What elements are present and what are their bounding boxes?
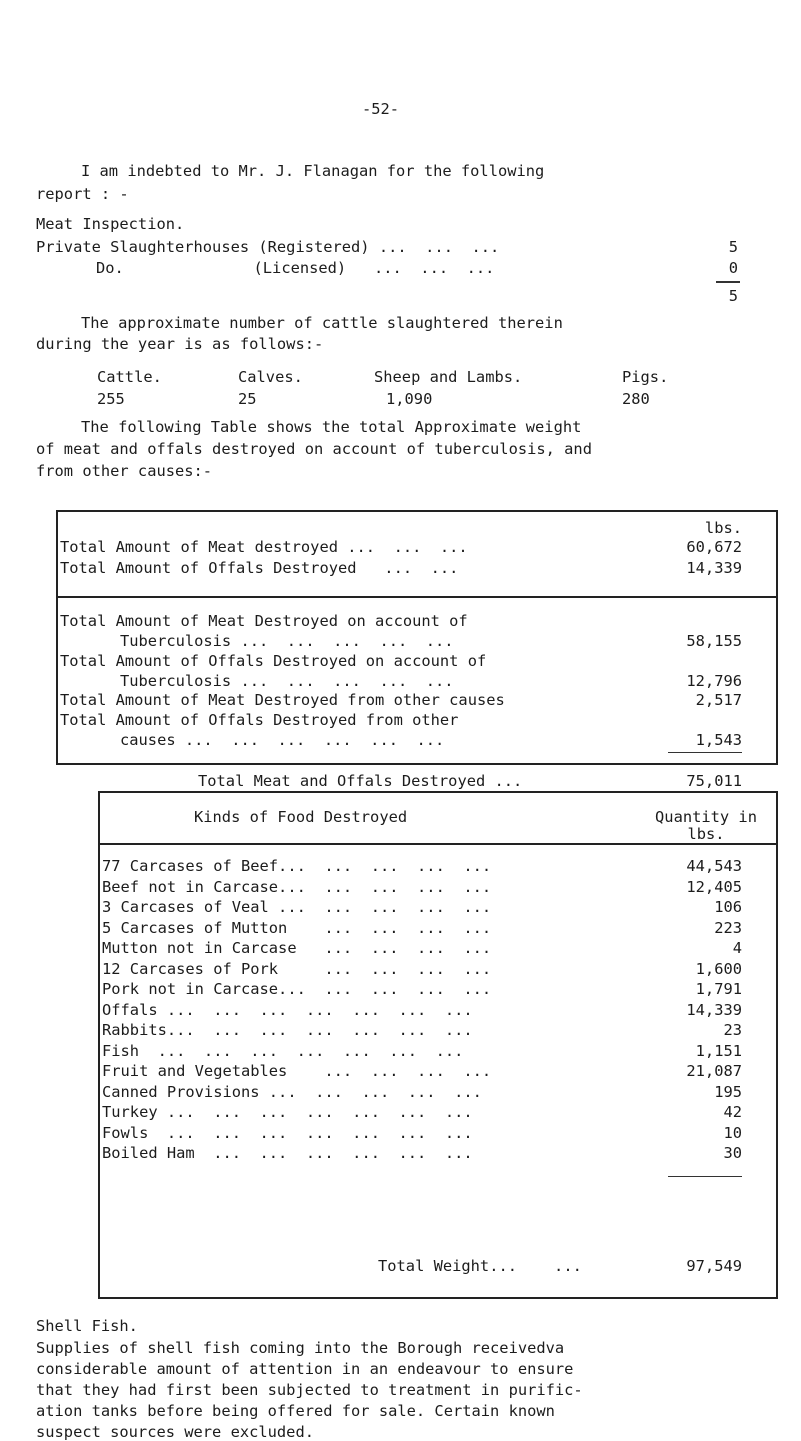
count-label-cattle: Cattle. [97,368,162,386]
slaughterhouse-row-registered: Private Slaughterhouses (Registered) ... ... ... [36,238,500,256]
intro-line-1: I am indebted to Mr. J. Flanagan for the following [81,162,545,180]
shell-fish-line-5: suspect sources were excluded. [36,1423,314,1441]
table2-top-border [98,791,778,793]
table2-row-label: Fruit and Vegetables ... ... ... ... [102,1062,492,1080]
slaughterhouse-total: 5 [728,287,738,305]
cattle-para-line-2: during the year is as follows:- [36,335,324,353]
table2-total-label: Total Weight... ... [378,1257,582,1275]
table2-row-value: 195 [714,1083,742,1101]
table1-top-row-meat-value: 60,672 [686,538,742,556]
shell-fish-heading: Shell Fish. [36,1317,138,1335]
count-label-calves: Calves. [238,368,303,386]
table2-row-value: 1,151 [695,1042,742,1060]
table2-row-value: 44,543 [686,857,742,875]
table2-row-label: Rabbits... ... ... ... ... ... ... [102,1021,473,1039]
cattle-para-line-1: The approximate number of cattle slaughtered therein [81,314,563,332]
meat-inspection-heading: Meat Inspection. [36,215,185,233]
slaughterhouse-row-registered-value: 5 [728,238,738,256]
table2-row-value: 30 [723,1144,742,1162]
table1-row-1-value: 58,155 [686,632,742,650]
table1-row-2-line-1: Total Amount of Offals Destroyed on account of [60,652,487,670]
table2-row-value: 1,600 [695,960,742,978]
table2-bottom-border [98,1297,778,1299]
shell-fish-line-3: that they had first been subjected to treatment in purific- [36,1381,583,1399]
table2-row-label: 5 Carcases of Mutton ... ... ... ... [102,919,492,937]
table1-row-4-line-1: Total Amount of Offals Destroyed from other [60,711,459,729]
table2-row-label: Fowls ... ... ... ... ... ... ... [102,1124,473,1142]
shell-fish-line-1: Supplies of shell fish coming into the Borough receivedva [36,1339,565,1357]
table2-header-qty-2: lbs. [687,825,725,843]
count-value-pigs: 280 [622,390,650,408]
table2-row-value: 223 [714,919,742,937]
table2-row-label: Mutton not in Carcase ... ... ... ... [102,939,492,957]
table1-top-border [56,510,778,512]
weight-para-line-3: from other causes:- [36,462,213,480]
table2-row-label: Boiled Ham ... ... ... ... ... ... [102,1144,473,1162]
table2-row-value: 23 [723,1021,742,1039]
table1-right-border [776,510,778,765]
table2-row-value: 1,791 [695,980,742,998]
table1-row-4-value: 1,543 [695,731,742,749]
table1-mid-border [56,596,778,598]
table1-row-2-value: 12,796 [686,672,742,690]
table2-row-value: 106 [714,898,742,916]
table2-row-label: Offals ... ... ... ... ... ... ... [102,1001,473,1019]
table2-row-label: 12 Carcases of Pork ... ... ... ... [102,960,492,978]
page-number: -52- [362,100,400,118]
table1-total-label: Total Meat and Offals Destroyed ... [198,772,523,790]
table2-left-border [98,791,100,1299]
shell-fish-line-4: ation tanks before being offered for sale. Certain known [36,1402,555,1420]
weight-para-line-1: The following Table shows the total Approximate weight [81,418,582,436]
table2-row-label: Fish ... ... ... ... ... ... ... [102,1042,464,1060]
table1-top-row-offals-value: 14,339 [686,559,742,577]
table1-row-1-line-2: Tuberculosis ... ... ... ... ... [120,632,454,650]
table1-bottom-border [56,763,778,765]
table2-header-border [98,843,778,845]
table2-row-label: 3 Carcases of Veal ... ... ... ... ... [102,898,492,916]
table2-header-kinds: Kinds of Food Destroyed [194,808,408,826]
table2-row-value: 4 [732,939,742,957]
count-value-sheep: 1,090 [386,390,433,408]
table1-row-3-value: 2,517 [695,691,742,709]
table2-row-value: 42 [723,1103,742,1121]
count-label-sheep: Sheep and Lambs. [374,368,523,386]
table1-unit: lbs. [704,519,742,537]
table2-header-qty-1: Quantity in [655,808,757,826]
table2-row-value: 10 [723,1124,742,1142]
table2-row-value: 12,405 [686,878,742,896]
slaughterhouse-row-licensed-value: 0 [728,259,738,277]
table1-row-4-line-2: causes ... ... ... ... ... ... [120,731,445,749]
table2-right-border [776,791,778,1299]
table2-total-value: 97,549 [686,1257,742,1275]
shell-fish-line-2: considerable amount of attention in an endeavour to ensure [36,1360,574,1378]
count-value-cattle: 255 [97,390,125,408]
table1-top-row-meat: Total Amount of Meat destroyed ... ... ... [60,538,468,556]
count-value-calves: 25 [238,390,257,408]
table2-row-label: Pork not in Carcase... ... ... ... ... [102,980,492,998]
table2-row-label: Canned Provisions ... ... ... ... ... [102,1083,482,1101]
table2-row-value: 21,087 [686,1062,742,1080]
sum-rule [716,281,740,283]
count-label-pigs: Pigs. [622,368,669,386]
table1-top-row-offals: Total Amount of Offals Destroyed ... ... [60,559,459,577]
table2-row-label: 77 Carcases of Beef... ... ... ... ... [102,857,492,875]
weight-para-line-2: of meat and offals destroyed on account of tuberculosis, and [36,440,592,458]
table1-row-1-line-1: Total Amount of Meat Destroyed on account of [60,612,468,630]
table1-left-border [56,510,58,765]
intro-line-2: report : - [36,185,129,203]
table2-sum-rule [668,1176,742,1177]
table2-row-value: 14,339 [686,1001,742,1019]
table2-row-label: Turkey ... ... ... ... ... ... ... [102,1103,473,1121]
slaughterhouse-row-licensed: Do. (Licensed) ... ... ... [96,259,495,277]
table1-row-2-line-2: Tuberculosis ... ... ... ... ... [120,672,454,690]
table2-row-label: Beef not in Carcase... ... ... ... ... [102,878,492,896]
table1-sum-rule [668,752,742,753]
table1-total-value: 75,011 [686,772,742,790]
table1-row-3-line-1: Total Amount of Meat Destroyed from other causes [60,691,505,709]
